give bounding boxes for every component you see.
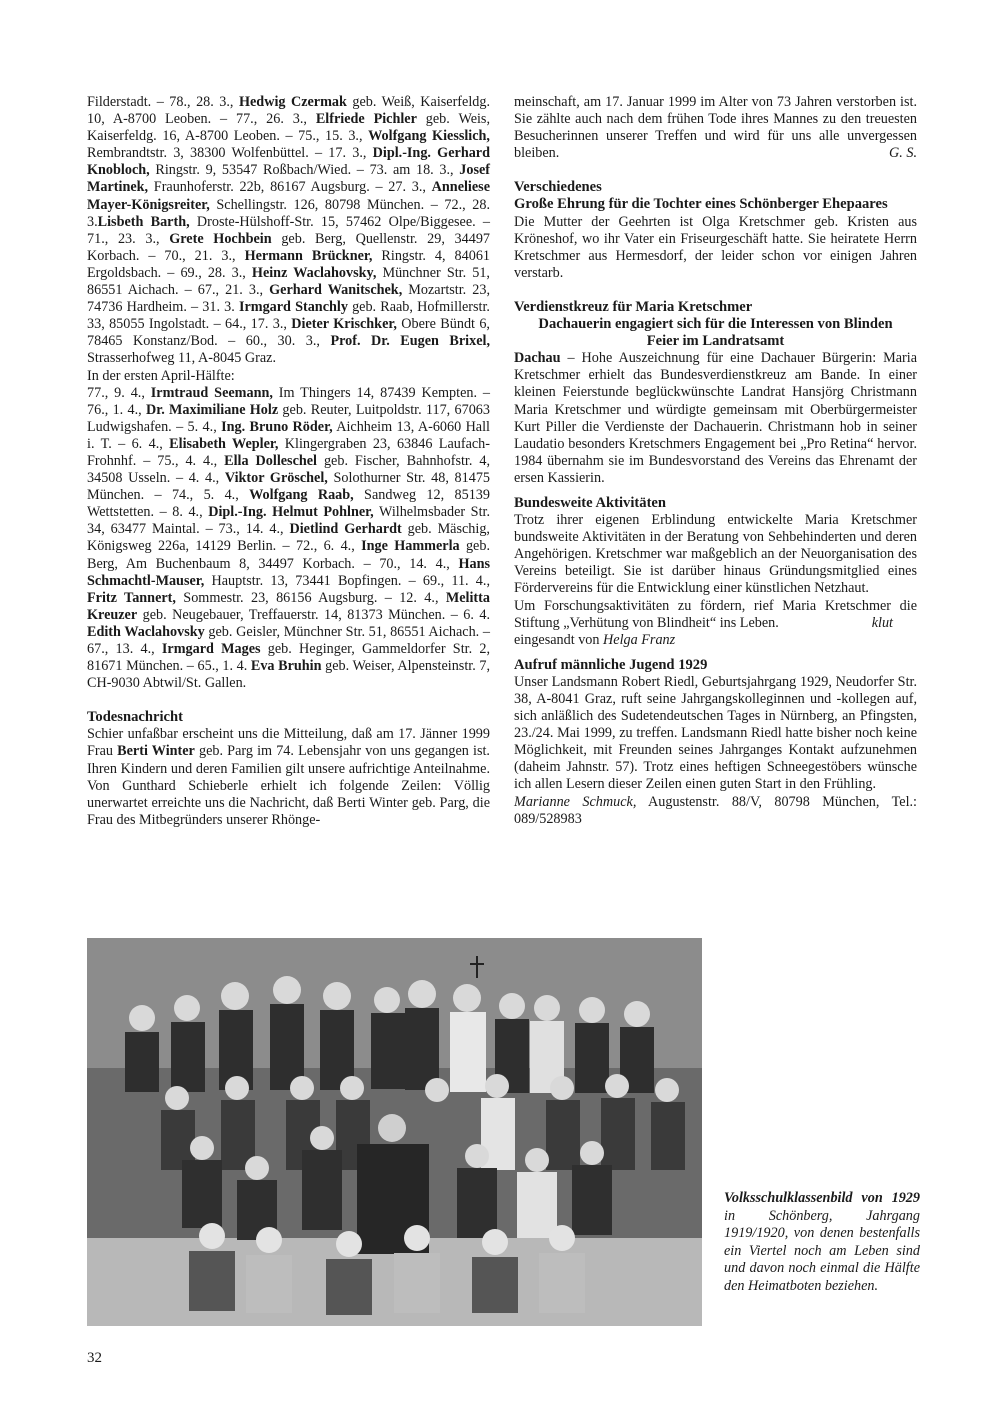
verdienstkreuz-heading: Verdienstkreuz für Maria Kretschmer: [514, 298, 753, 315]
birthdays-march-paragraph: Filderstadt. – 78., 28. 3., Hedwig Czermak geb. Weiß, Kaiserfeldg. 10, A-8700 Leoben. – 77., 26. 3., Elfriede Pichler geb. Weis, Kaiserfeldg. 16, A-8700 Leoben. – 75., 15. 3., Wolfgang Kiesslich, Rembrandtstr. 3, 38300 Wolfenbüttel. – 17. 3., Dipl.-Ing. Gerhard Knobloch, Ringstr. 9, 53547 Roßbach/Wied. – 73. am 18. 3., Josef Martinek, Fraunhoferstr. 22b, 86167 Augsburg. – 27. 3., Anneliese Mayer-Königsreiter, Schellingstr. 126, 80798 München. – 72., 28. 3.Lisbeth Barth, Droste-Hülshoff-Str. 15, 57462 Olpe/Biggesee. – 71., 23. 3., Grete Hochbein geb. Berg, Quellenstr. 29, 34497 Korbach. – 70., 21. 3., Hermann Brückner, Ringstr. 4, 84061 Ergoldsbach. – 69., 28. 3., Heinz Waclahovsky, Münchner Str. 51, 86551 Aichach. – 67., 21. 3., Gerhard Wanitschek, Mozartstr. 23, 74736 Hardheim. – 31. 3. Irmgard Stanchly geb. Raab, Hofmillerstr. 33, 85055 Ingolstadt. – 64., 17. 3., Dieter Krischker, Obere Bündt 6, 78465 Konstanz/Bod. – 60., 30. 3., Prof. Dr. Eugen Brixel, Strasserhofweg 11, A-8045 Graz.: [87, 94, 491, 367]
verdienstkreuz-subheading-2: Feier im Landratsamt: [646, 333, 785, 350]
continuation-signature: G. S.: [889, 145, 917, 162]
teacher-face: [378, 1114, 406, 1142]
place-name: Dachau: [514, 350, 561, 367]
photo-caption: [724, 1190, 920, 1295]
person-name: Elisabeth Wepler,: [169, 435, 279, 452]
person-name: Hermann Brückner,: [244, 247, 373, 264]
verdienstkreuz-subheading-1: Dachauerin engagiert sich für die Interessen von Blinden: [538, 316, 893, 333]
class-photo-figures: [87, 938, 702, 1326]
class-photo: [87, 938, 702, 1326]
person-name: Ing. Bruno Röder,: [221, 418, 333, 435]
verschiedenes-text: Die Mutter der Geehrten ist Olga Kretschmer geb. Kristen aus Kröneshof, wo ihr Vater ein Friseurgeschäft hatte. Sie heiratete Herrn Kretschmer aus Hermesdorf, der leider schon vor einigen Jahren verstarb.: [514, 213, 917, 281]
person-name: Dipl.-Ing. Helmut Pohlner,: [208, 504, 374, 521]
bundesweite-text-1: Trotz ihrer eigenen Erblindung entwickelte Maria Kretschmer bundsweite Aktivitäten in der Beratung von Sehbehinderten und deren Angehörigen. Kretschmer war maßgeblich an der Neuorganisation des Vereins beteiligt. Sie ist darüber hinaus Gründungsmitglied eines Fördervereins für die Entwicklung einer künstlichen Netzhaut.: [514, 512, 917, 597]
bundesweite-signature: klut: [871, 614, 893, 631]
caption-title: Volksschulklassenbild von 1929: [724, 1190, 920, 1206]
person-name: Hans Schmachtl-Mauser,: [87, 555, 490, 589]
person-name: Ella Dolleschel: [224, 452, 318, 469]
person-name: Wolfgang Kiesslich,: [368, 128, 490, 145]
person-name: Elfriede Pichler: [315, 111, 417, 128]
person-name: Anneliese Mayer-Königsreiter,: [87, 179, 490, 213]
aufruf-signature: Marianne Schmuck, Augustenstr. 88/V, 80798 München, Tel.: 089/528983: [514, 793, 917, 827]
person-name: Irmgard Stanchly: [238, 299, 348, 316]
person-name: Eva Bruhin: [250, 658, 322, 675]
person-name: Wolfgang Raab,: [249, 487, 354, 504]
person-name: Irmtraud Seemann,: [150, 384, 273, 401]
person-name: Heinz Waclahovsky,: [251, 264, 377, 281]
person-name: Melitta Kreuzer: [87, 589, 490, 623]
verschiedenes-subheading: Große Ehrung für die Tochter eines Schönberger Ehepaares: [514, 196, 888, 213]
bundesweite-text-2: Um Forschungsaktivitäten zu fördern, rief Maria Kretschmer die Stiftung „Verhütung von Blindheit“ ins Leben.: [514, 597, 917, 631]
person-name: Dieter Krischker,: [291, 316, 397, 333]
person-name: Berti Winter: [117, 743, 195, 760]
verdienstkreuz-text: Dachau – Hohe Auszeichnung für eine Dachauer Bürgerin: Maria Kretschmer erhielt das Bundesverdienstkreuz am Bande. In einer kleinen Feierstunde beglückwünschte Landrat Hansjörg Christmann Maria Kretschmer und würdigte gemeinsam mit Oberbürgermeister Kurt Piller die Verdienste der Dachauerin. Christmann hob in seiner Laudatio besonders Kretschmers Engagement bei „Pro Retina“ hervor. 1984 übernahm sie im Bundesvorstand des Vereins das Ehrenamt der ersen Kassierin.: [514, 350, 917, 486]
aufruf-heading: Aufruf männliche Jugend 1929: [514, 656, 708, 673]
aufruf-text: Unser Landsmann Robert Riedl, Geburtsjahrgang 1929, Neudorfer Str. 38, A-8041 Graz, ruft seine Jahrgangskolleginnen und -kollegen auf, sich anläßlich des Sudetendeutschen Tages in Nürnberg, an Pfingsten, 23./24. Mai 1999, zu treffen. Landsmann Riedl hatte bisher noch keine Möglichkeit, mit Freunden seines Jahrganges Kontakt aufzunehmen (daheim Jahnstr. 57). Trotz eines heftigen Schneegestöbers wünsche ich allen Lesern dieser Zeilen einen guten Start in den Frühling.: [514, 673, 917, 793]
person-name: Grete Hochbein: [169, 230, 272, 247]
todesnachricht-heading: Todesnachricht: [87, 709, 183, 726]
todesnachricht-text: Schier unfaßbar erscheint uns die Mitteilung, daß am 17. Jänner 1999 Frau Berti Winter geb. Parg im 74. Lebensjahr von uns gegangen ist. Ihren Kindern und deren Familien gilt unsere aufrichtige Anteilnahme. Von Gunthard Schieberle erhielt ich folgende Zeilen: Völlig unerwartet erreichte uns die Nachricht, daß Berti Winter geb. Parg, die Frau des Mitbegründers unserer Rhönge-: [87, 726, 490, 828]
person-name: Edith Waclahovsky: [87, 623, 205, 640]
person-name: Viktor Gröschel,: [224, 470, 328, 487]
verschiedenes-heading: Verschiedenes: [514, 179, 602, 196]
left-column: [87, 94, 490, 829]
person-name: Gerhard Wanitschek,: [269, 282, 403, 299]
person-name: Dipl.-Ing. Gerhard Knobloch,: [87, 145, 490, 179]
bundesweite-heading: Bundesweite Aktivitäten: [514, 494, 667, 511]
right-column: [514, 94, 917, 828]
caption-text: in Schönberg, Jahrgang 1919/1920, von denen bestenfalls ein Viertel noch am Leben sind und davon noch einmal die Hälfte den Heimatboten beziehen.: [724, 1207, 920, 1294]
birthdays-april-paragraph: 77., 9. 4., Irmtraud Seemann, Im Thingers 14, 87439 Kempten. – 76., 1. 4., Dr. Maximiliane Holz geb. Reuter, Luitpoldstr. 117, 67063 Ludwigshafen. – 5. 4., Ing. Bruno Röder, Aichheim 13, A-6060 Hall i. T. – 6. 4., Elisabeth Wepler, Klingergraben 23, 63846 Laufach-Frohnhf. – 75., 4. 4., Ella Dolleschel geb. Fischer, Bahnhofstr. 4, 34508 Usseln. – 4. 4., Viktor Gröschel, Solothurner Str. 48, 81475 München. – 74., 5. 4., Wolfgang Raab, Sandweg 12, 85139 Wettstetten. – 8. 4., Dipl.-Ing. Helmut Pohlner, Wilhelmsbader Str. 34, 63477 Maintal. – 73., 14. 4., Dietlind Gerhardt geb. Mäschig, Königsweg 226a, 14129 Berlin. – 72., 6. 4., Inge Hammerla geb. Berg, Am Buchenbaum 8, 34497 Korbach. – 70., 14. 4., Hans Schmachtl-Mauser, Hauptstr. 13, 73441 Bopfingen. – 69., 11. 4., Fritz Tannert, Sommestr. 23, 86156 Augsburg. – 12. 4., Melitta Kreuzer geb. Neugebauer, Treffauerstr. 14, 81373 München. – 6. 4. Edith Waclahovsky geb. Geisler, Münchner Str. 51, 86551 Aichach. – 67., 13. 4., Irmgard Mages geb. Heginger, Gammeldorfer Str. 2, 81671 München. – 65., 1. 4. Eva Bruhin geb. Weiser, Alpensteinstr. 7, CH-9030 Abtwil/St. Gallen.: [87, 384, 491, 692]
person-name: Dietlind Gerhardt: [289, 521, 402, 538]
person-name: Prof. Dr. Eugen Brixel,: [330, 333, 490, 350]
person-name: Lisbeth Barth,: [97, 213, 190, 230]
person-name: Hedwig Czermak: [238, 94, 347, 110]
april-intro: In der ersten April-Hälfte:: [87, 367, 235, 384]
page-number: 32: [87, 1350, 102, 1366]
person-name: Fritz Tannert,: [87, 589, 176, 606]
person-name: Irmgard Mages: [161, 641, 261, 657]
sent-by-line: eingesandt von Helga Franz: [514, 631, 676, 648]
person-name: Dr. Maximiliane Holz: [145, 401, 279, 418]
person-name: Inge Hammerla: [361, 538, 460, 555]
person-name: Josef Martinek,: [87, 162, 490, 196]
sent-by-name: Helga Franz: [603, 631, 676, 648]
continuation-text: meinschaft, am 17. Januar 1999 im Alter von 73 Jahren verstorben ist. Sie zählte auch nach dem frühen Tode ihres Mannes zu den treuesten Besucherinnen unserer Treffen und wird für uns alle unvergessen bleiben.: [514, 94, 917, 162]
